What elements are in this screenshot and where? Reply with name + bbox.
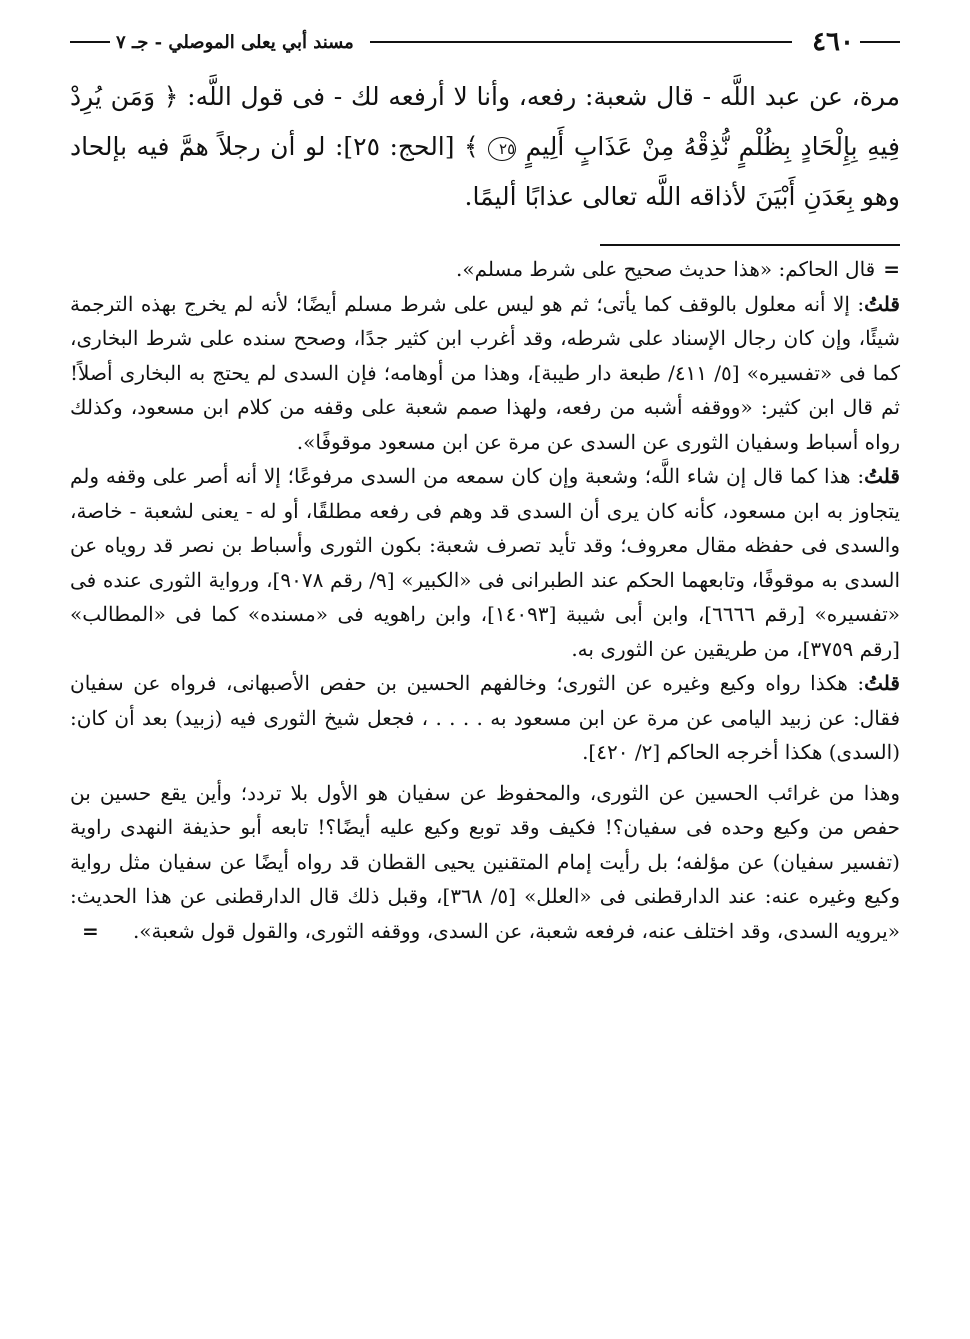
paragraph-2-text: : هذا كما قال إن شاء اللَّه؛ وشعبة وإن كان سمعه من السدى مرفوعًا؛ إلا أنه أصر على وقفه ولم يتجاوز به ابن مسعود، كأنه كان يرى أن السدى قد وهم فى رفعه مطلقًا، أو له - يعنى لشعبة - خاصة، والسدى فى حفظه مقال معروف؛ وقد تأيد تصرف شعبة: بكون الثورى وأسباط بن نصر قد روياه عن السدى به موقوفًا، وتابعهما الحكم عند الطبرانى فى «الكبير» [٩/ رقم ٩٠٧٨]، ورواية الثورى عنده فى «تفسيره» [رقم ٦٦٦٦]، وابن أبى شيبة [١٤٠٩٣]، وابن راهويه فى «مسنده» كما فى «المطالب» [رقم ٣٧٥٩]، من طريقين عن الثورى به. — [70, 464, 901, 661]
qult-label: قلتُ — [864, 464, 900, 488]
verse-reference: [الحج: ٢٥]: — [334, 132, 455, 161]
paragraph-4-text: وهذا من غرائب الحسين عن الثورى، والمحفوظ عن سفيان هو الأول بلا تردد؛ وأين يقع حسين بن حفص من وكيع وحده فى سفيان؟! فكيف وقد توبع وكيع عليه أيضًا؟! تابعه أبو حذيفة النهدى راوية (تفسير سفيان) عن مؤلفه؛ بل رأيت إمام المتقنين يحيى القطان قد رواه أيضًا عن سفيان مثل رواية وكيع وغيره عنه: عند الدارقطنى فى «العلل» [٥/ ٣٦٨]، وقبل ذلك قال الدارقطنى عن هذا الحديث: «يرويه السدى، وقد اختلف عنه، فرفعه شعبة، عن السدى، ووقفه الثورى، والقول قول شعبة». — [70, 780, 900, 943]
header-dash-left — [70, 41, 110, 43]
running-header — [70, 22, 900, 62]
footnote-paragraph-4 — [70, 776, 900, 949]
book-page — [70, 22, 900, 1312]
paragraph-3-text: : هكذا رواه وكيع وغيره عن الثورى؛ وخالفهم الحسين بن حفص الأصبهانى، فرواه عن سفيان فقال: عن زبيد اليامى عن مرة عن ابن مسعود به . . . . ، فجعل شيخ الثورى فيه (زبيد) بعد أن كان: (السدى) هكذا أخرجه الحاكم [٢/ ٤٢٠]. — [70, 671, 900, 764]
continuation-mark: = — [883, 257, 900, 281]
hakim-quote: قال الحاكم: «هذا حديث صحيح على شرط مسلم». — [455, 257, 876, 281]
paragraph-1-text: : إلا أنه معلول بالوقف كما يأتى؛ ثم هو ليس على شرط مسلم أيضًا؛ لأنه لم يخرج بهذه الترجمة شيئًا، وإن كان رجال الإسناد على شرطه، وقد أغرب ابن كثير جدًا، وصحح سنده على شرط البخارى، كما فى «تفسيره» [٥/ ٤١١/ طبعة دار طيبة]، وهذا من أوهامه؛ فإن السدى لم يحتج به البخارى أصلاً! ثم قال ابن كثير: «ووقفه أشبه من رفعه، ولهذا صمم شعبة على وقفه من كلام ابن مسعود، وكذلك رواه أسباط وسفيان الثورى عن السدى عن مرة عن ابن مسعود موقوفًا». — [70, 291, 900, 454]
header-dash-right — [860, 41, 900, 43]
footnote-paragraph-2 — [70, 459, 900, 666]
page-number: ٤٦٠ — [812, 27, 854, 57]
text-after-verse: لو أن رجلاً همَّ فيه بإلحاد وهو بِعَدَنِ أَبْيَنَ لأذاقه اللَّه تعالى عذابًا أليمًا. — [70, 132, 900, 211]
qult-label: قلتُ — [864, 291, 900, 316]
footnote-paragraph-3 — [70, 666, 900, 770]
header-rule — [370, 41, 792, 43]
qult-label: قلتُ — [864, 671, 900, 695]
continuation-end-mark: = — [82, 918, 99, 943]
footnotes — [70, 252, 900, 948]
text-before-verse: مرة، عن عبد اللَّه - قال شعبة: رفعه، وأنا لا أرفعه لك - فى قول اللَّه: — [187, 82, 900, 111]
book-title: مسند أبي يعلى الموصلي - جـ ٧ — [116, 31, 354, 53]
ayah-number-mark: ٢٥ — [488, 137, 516, 161]
quran-verse: ﴿ وَمَن يُرِدْ فِيهِ بِإِلْحَادٍ بِظُلْمٍ نُّذِقْهُ مِنْ عَذَابٍ أَلِيمٍ — [70, 82, 900, 161]
footnote-paragraph-1 — [70, 287, 900, 460]
footnote-separator — [600, 244, 900, 246]
footnote-line-1 — [70, 252, 900, 287]
main-text — [70, 72, 900, 222]
quran-verse-close: ﴾ — [464, 132, 479, 161]
